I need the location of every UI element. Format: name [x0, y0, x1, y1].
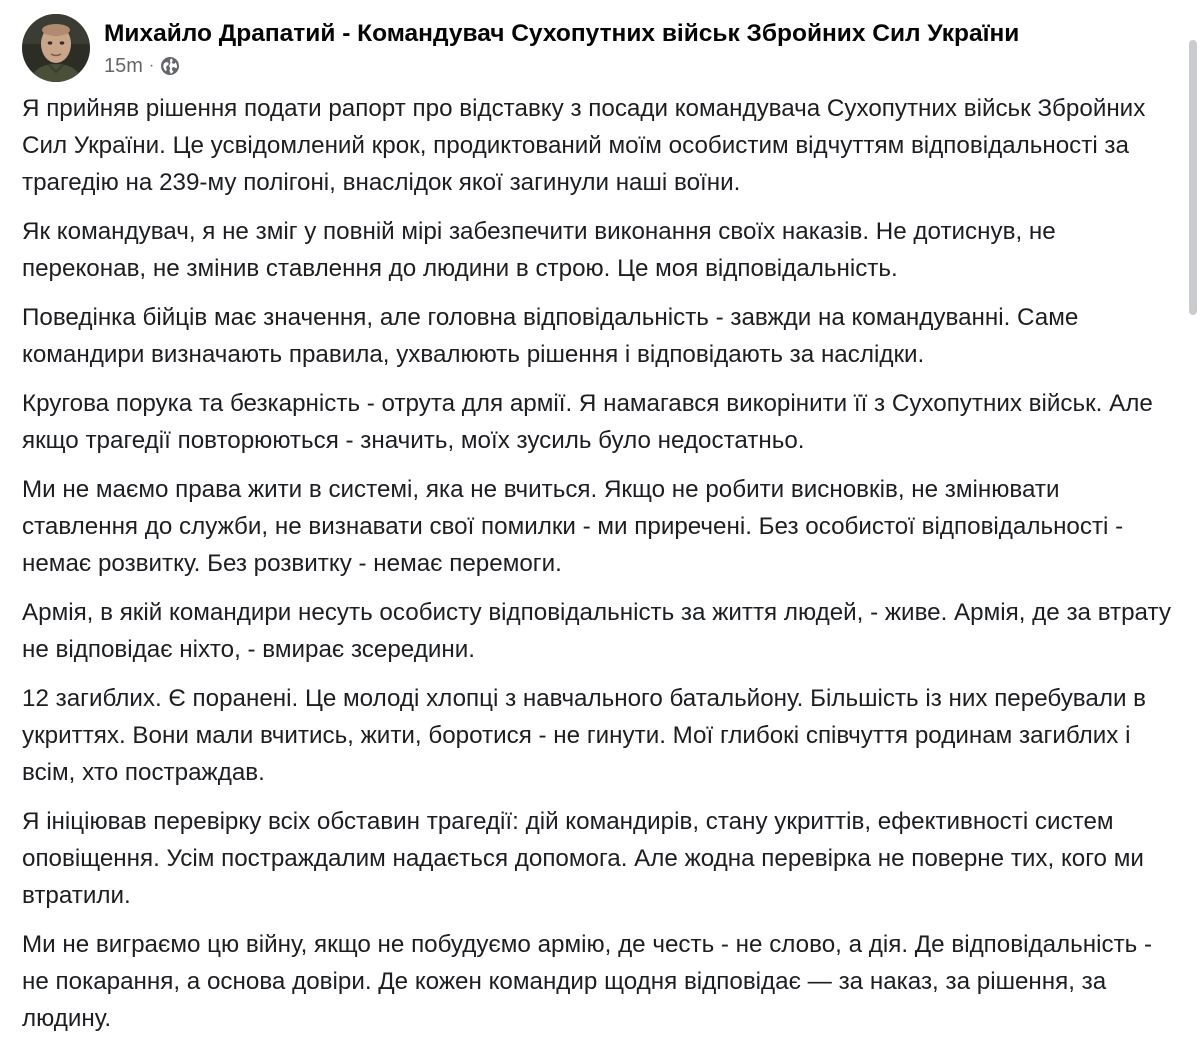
post-paragraph: Ми не виграємо цю війну, якщо не побудуємо армію, де честь - не слово, а дія. Де відповідальність - не покарання, а основа довіри. Де кожен командир щодня відповідає — за наказ, за рішення, за людину. [22, 931, 1153, 1032]
post-paragraph: Кругова порука та безкарність - отрута для армії. Я намагався викорінити її з Сухопутних військ. Але якщо трагедії повторюються - значить, моїх зусиль було недостатньо. [22, 390, 1153, 454]
post-paragraph: Поведінка бійців має значення, але головна відповідальність - завжди на командуванні. Саме командири визначають правила, ухвалюють рішення і відповідають за наслідки. [22, 304, 1079, 368]
post-paragraph: Я ініціював перевірку всіх обставин трагедії: дій командирів, стану укриттів, ефективності систем оповіщення. Усім постраждалим надається допомога. Але жодна перевірка не поверне тих, кого ми втратили. [22, 808, 1144, 909]
avatar-photo [22, 14, 90, 82]
post-meta [104, 54, 1019, 78]
globe-icon[interactable] [160, 56, 180, 76]
author-avatar[interactable] [22, 14, 90, 82]
post-body [22, 90, 1177, 1049]
post-paragraph: Армія, в якій командири несуть особисту відповідальність за життя людей, - живе. Армія, де за втрату не відповідає ніхто, - вмирає зсередини. [22, 599, 1171, 663]
author-name[interactable]: Михайло Драпатий - Командувач Сухопутних військ Збройних Сил України [104, 20, 1020, 47]
scrollbar-thumb[interactable] [1189, 40, 1197, 315]
post-header [22, 12, 1019, 84]
meta-separator: · [148, 57, 155, 74]
header-text [104, 18, 1019, 78]
post-paragraph: Як командувач, я не зміг у повній мірі забезпечити виконання своїх наказів. Не дотиснув, не переконав, не змінив ставлення до людини в строю. Це моя відповідальність. [22, 218, 1056, 282]
post-paragraph: Я прийняв рішення подати рапорт про відставку з посади командувача Сухопутних військ Збройних Сил України. Це усвідомлений крок, продиктований моїм особистим відчуттям відповідальності за трагедію на 239-му полігоні, внаслідок якої загинули наші воїни. [22, 95, 1146, 196]
post-paragraph: Ми не маємо права жити в системі, яка не вчиться. Якщо не робити висновків, не змінювати ставлення до служби, не визнавати свої помилки - ми приречені. Без особистої відповідальності - немає розвитку. Без розвитку - немає перемоги. [22, 476, 1124, 577]
post-paragraph: 12 загиблих. Є поранені. Це молоді хлопці з навчального батальйону. Більшість із них перебували в укриттях. Вони мали вчитись, жити, боротися - не гинути. Мої глибокі співчуття родинам загиблих і всім, хто постраждав. [22, 685, 1147, 786]
post-timestamp[interactable]: 15m [104, 55, 143, 77]
